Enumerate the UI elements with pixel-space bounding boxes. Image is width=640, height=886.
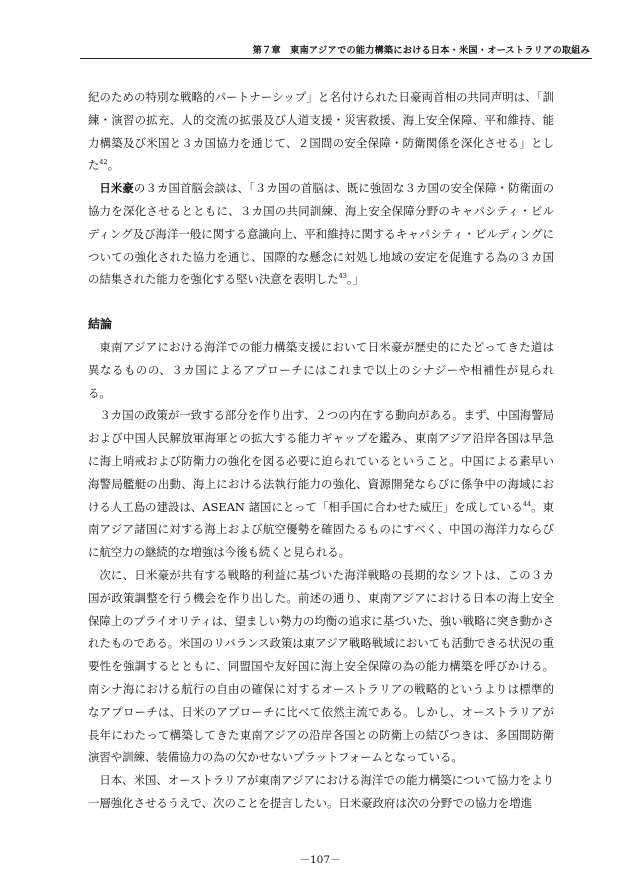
paragraph-2-end: 。」	[346, 272, 364, 287]
paragraph-1	[88, 86, 554, 177]
paragraph-4-text-2: 。東南アジア諸国に対する海上および航空優勢を確固たるものにすべく、中国の海洋力ならびに航空力の継続的な増強は今後も続くと見られる。	[88, 499, 554, 560]
footnote-ref-43[interactable]: 43	[338, 272, 347, 281]
paragraph-2	[88, 177, 554, 291]
paragraph-2-lead: 日米豪	[99, 181, 134, 196]
page-number: －107－	[299, 854, 341, 866]
paragraph-6: 日本、米国、オーストラリアが東南アジアにおける海洋での能力構築について協力をより一層強化させるうえで、次のことを提言したい。日米豪政府は次の分野での協力を増進	[88, 773, 554, 810]
header-rule	[80, 58, 592, 59]
paragraph-3: 東南アジアにおける海洋での能力構築支援において日米豪が歴史的にたどってきた道は異なるものの、３カ国によるアプローチにはこれまで以上のシナジーや相補性が見られる。	[88, 339, 554, 400]
footnote-ref-44[interactable]: 44	[522, 499, 532, 508]
body-text	[88, 86, 554, 815]
footnote-ref-42[interactable]: 42	[99, 158, 108, 167]
paragraph-5: 次に、日米豪が共有する戦略的利益に基づいた海洋戦略の長期的なシフトは、この３カ国が政策調整を行う機会を作り出した。前述の通り、東南アジアにおける日本の海上安全保障上のプライオリティは、望ましい勢力の均衡の追求に基づいた、強い戦略に突き動かされたものである。米国のリバランス政策は東アジア戦略戦域においても活動できる状況の重要性を強調するとともに、同盟国や友好国に海上安全保障の為の能力構築を呼びかける。南シナ海における航行の自由の確保に対するオーストラリアの戦略的というよりは標準的なアプローチは、日米のアプローチに比べて依然主流である。しかし、オーストラリアが長年にわたって構築してきた東南アジアの沿岸各国との防衛上の結びつきは、多国間防衛演習や訓練、装備協力の為の欠かせないプラットフォームとなっている。	[88, 567, 554, 765]
paragraph-4-text: ３カ国の政策が一致する部分を作り出す、２つの内在する動向がある。まず、中国海警局および中国人民解放軍海軍との拡大する能力ギャップを鑑み、東南アジア沿岸各国は早急に海上哨戒および防衛力の強化を図る必要に迫られているということ。中国による素早い海警局艦艇の出動、海上における法執行能力の強化、資源開発ならびに係争中の海域における人工島の建設は、ASEAN 諸国にとって「相手国に合わせた威圧」を成している	[88, 408, 554, 514]
paragraph-2-text: の３カ国首脳会談は、「３カ国の首脳は、既に強固な３カ国の安全保障・防衛面の協力を深化させるとともに、３カ国の共同訓練、海上安全保障分野のキャパシティ・ビルディング及び海洋一般に関する意識向上、平和維持に関するキャパシティ・ビルディングについての強化された協力を通じ、国際的な懸念に対処し地域の安定を促進する為の３カ国の結集された能力を強化する堅い決意を表明した	[88, 181, 554, 287]
paragraph-1-text: 紀のための特別な戦略的パートナーシップ」と名付けられた日豪両首相の共同声明は、「訓練・演習の拡充、人的交流の拡張及び人道支援・災害救援、海上安全保障、平和維持、能力構築及び米国と３カ国協力を通じて、２国間の安全保障・防衛関係を深化させる」とした	[88, 90, 554, 173]
section-title-conclusion: 結論	[88, 317, 113, 332]
paragraph-1-end: 。	[107, 158, 120, 173]
paragraph-4	[88, 404, 554, 564]
running-header: 第７章 東南アジアでの能力構築における日本・米国・オーストラリアの取組み	[252, 45, 590, 56]
